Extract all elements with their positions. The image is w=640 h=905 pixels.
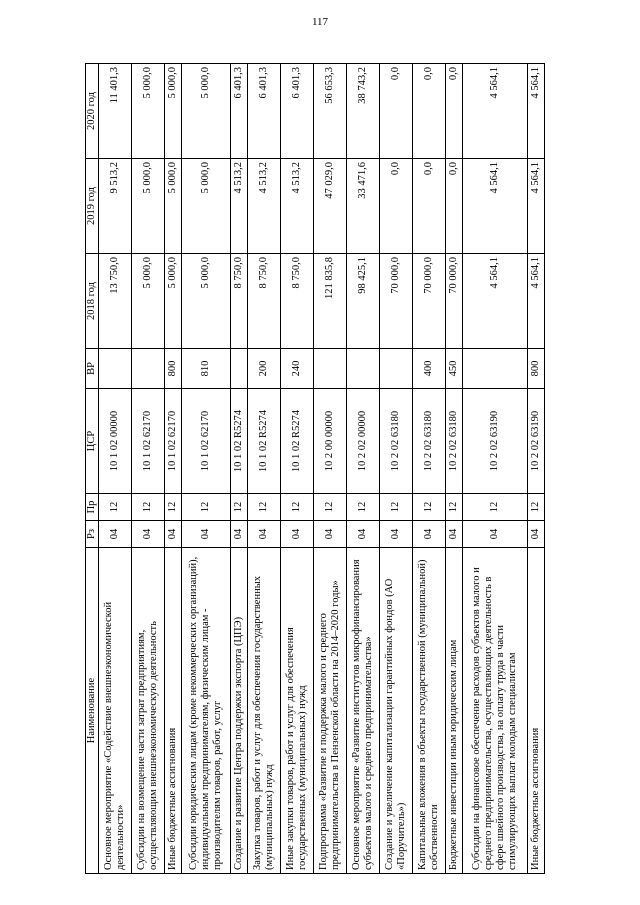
cell-name: Иные бюджетные ассигнования [164,548,181,874]
cell-rz: 04 [527,521,544,548]
cell-y2018: 8 750,0 [280,254,313,349]
cell-vr [131,349,164,389]
cell-y2020: 56 653,3 [313,64,346,159]
cell-rz: 04 [412,521,445,548]
cell-pr: 12 [445,494,462,521]
cell-pr: 12 [346,494,379,521]
cell-y2018: 70 000,0 [445,254,462,349]
cell-y2019: 47 029,0 [313,159,346,254]
cell-vr: 800 [527,349,544,389]
cell-rz: 04 [164,521,181,548]
header-2020: 2020 год [86,64,99,159]
table-row [313,64,346,874]
budget-table [85,63,545,874]
cell-csr: 10 2 02 63190 [463,389,528,494]
table-row [164,64,181,874]
cell-y2020: 0,0 [412,64,445,159]
table-row [445,64,462,874]
cell-name: Создание и развитие Центра поддержки экспорта (ЦПЭ) [230,548,247,874]
cell-pr: 12 [379,494,412,521]
cell-name: Субсидии юридическим лицам (кроме некоммерческих организаций), индивидуальным предпринимателям, физическим лицам - производителям товаров, работ, услуг [181,548,230,874]
table-row [131,64,164,874]
header-name: Наименование [86,548,99,874]
page-number: 117 [311,16,329,28]
cell-vr [463,349,528,389]
cell-y2020: 11 401,3 [98,64,131,159]
cell-y2019: 4 564,1 [463,159,528,254]
cell-csr: 10 2 02 63190 [527,389,544,494]
cell-vr: 240 [280,349,313,389]
cell-rz: 04 [131,521,164,548]
cell-y2020: 6 401,3 [247,64,280,159]
cell-name: Иные закупки товаров, работ и услуг для обеспечения государственных (муниципальных) нужд [280,548,313,874]
cell-csr: 10 2 02 00000 [346,389,379,494]
cell-name: Субсидии на финансовое обеспечение расходов субъектов малого и среднего предпринимательства, осуществляющих деятельность в сфере швейного производства, на оплату труда в части стимулирующих выплат молодым специалистам [463,548,528,874]
table-row [379,64,412,874]
cell-pr: 12 [412,494,445,521]
cell-csr: 10 2 02 63180 [379,389,412,494]
cell-y2018: 4 564,1 [463,254,528,349]
cell-name: Капитальные вложения в объекты государственной (муниципальной) собственности [412,548,445,874]
cell-csr: 10 1 02 R5274 [247,389,280,494]
table-row [527,64,544,874]
cell-pr: 12 [463,494,528,521]
cell-vr [98,349,131,389]
cell-y2020: 0,0 [445,64,462,159]
cell-rz: 04 [98,521,131,548]
cell-name: Бюджетные инвестиции иным юридическим лицам [445,548,462,874]
cell-csr: 10 1 02 R5274 [230,389,247,494]
cell-y2019: 4 513,2 [280,159,313,254]
header-2019: 2019 год [86,159,99,254]
header-pr: Пр [86,494,99,521]
cell-y2020: 6 401,3 [280,64,313,159]
table-header-row [86,64,99,874]
table-row [280,64,313,874]
header-rz: Рз [86,521,99,548]
cell-y2018: 8 750,0 [230,254,247,349]
cell-rz: 04 [463,521,528,548]
cell-name: Создание и увеличение капитализации гарантийных фондов (АО «Поручитель») [379,548,412,874]
cell-pr: 12 [313,494,346,521]
cell-rz: 04 [181,521,230,548]
cell-vr [346,349,379,389]
cell-pr: 12 [247,494,280,521]
cell-rz: 04 [313,521,346,548]
cell-y2020: 5 000,0 [164,64,181,159]
cell-rz: 04 [346,521,379,548]
cell-y2019: 5 000,0 [164,159,181,254]
cell-pr: 12 [181,494,230,521]
cell-y2020: 0,0 [379,64,412,159]
cell-csr: 10 1 02 00000 [98,389,131,494]
cell-y2019: 4 513,2 [230,159,247,254]
cell-y2018: 70 000,0 [412,254,445,349]
cell-vr [230,349,247,389]
cell-name: Иные бюджетные ассигнования [527,548,544,874]
cell-csr: 10 2 02 63180 [445,389,462,494]
cell-csr: 10 1 02 62170 [131,389,164,494]
cell-vr: 400 [412,349,445,389]
cell-y2018: 121 835,8 [313,254,346,349]
cell-y2018: 98 425,1 [346,254,379,349]
cell-rz: 04 [445,521,462,548]
table-row [230,64,247,874]
table-row [463,64,528,874]
cell-name: Основное мероприятие «Развитие институтов микрофинансирования субъектов малого и среднего предпринимательства» [346,548,379,874]
cell-pr: 12 [164,494,181,521]
cell-rz: 04 [379,521,412,548]
cell-y2019: 33 471,6 [346,159,379,254]
cell-y2020: 5 000,0 [131,64,164,159]
cell-name: Подпрограмма «Развитие и поддержка малого и среднего предпринимательства в Пензенской области на 2014–2020 годы» [313,548,346,874]
header-2018: 2018 год [86,254,99,349]
cell-y2020: 38 743,2 [346,64,379,159]
cell-csr: 10 1 02 62170 [181,389,230,494]
cell-vr: 450 [445,349,462,389]
cell-y2018: 5 000,0 [164,254,181,349]
cell-csr: 10 2 00 00000 [313,389,346,494]
header-vr: ВР [86,349,99,389]
cell-pr: 12 [527,494,544,521]
header-csr: ЦСР [86,389,99,494]
cell-name: Основное мероприятие «Содействие внешнеэкономической деятельности» [98,548,131,874]
cell-rz: 04 [230,521,247,548]
cell-y2020: 6 401,3 [230,64,247,159]
table-row [181,64,230,874]
cell-y2018: 70 000,0 [379,254,412,349]
cell-name: Закупка товаров, работ и услуг для обеспечения государственных (муниципальных) нужд [247,548,280,874]
cell-vr: 800 [164,349,181,389]
cell-pr: 12 [131,494,164,521]
cell-rz: 04 [280,521,313,548]
cell-y2018: 13 750,0 [98,254,131,349]
table-row [412,64,445,874]
cell-y2019: 4 513,2 [247,159,280,254]
cell-y2019: 9 513,2 [98,159,131,254]
cell-y2019: 0,0 [445,159,462,254]
cell-y2018: 5 000,0 [131,254,164,349]
cell-y2019: 4 564,1 [527,159,544,254]
cell-y2019: 0,0 [379,159,412,254]
cell-csr: 10 2 02 63180 [412,389,445,494]
table-row [98,64,131,874]
table-row [346,64,379,874]
cell-y2020: 4 564,1 [527,64,544,159]
budget-table-rotated [85,64,545,874]
cell-pr: 12 [230,494,247,521]
cell-vr [379,349,412,389]
cell-y2019: 0,0 [412,159,445,254]
cell-csr: 10 1 02 62170 [164,389,181,494]
cell-pr: 12 [98,494,131,521]
cell-vr: 200 [247,349,280,389]
cell-rz: 04 [247,521,280,548]
cell-y2020: 5 000,0 [181,64,230,159]
cell-y2018: 8 750,0 [247,254,280,349]
cell-y2018: 5 000,0 [181,254,230,349]
cell-vr [313,349,346,389]
cell-csr: 10 1 02 R5274 [280,389,313,494]
cell-y2019: 5 000,0 [181,159,230,254]
cell-y2018: 4 564,1 [527,254,544,349]
cell-pr: 12 [280,494,313,521]
cell-y2020: 4 564,1 [463,64,528,159]
cell-y2019: 5 000,0 [131,159,164,254]
cell-vr: 810 [181,349,230,389]
table-row [247,64,280,874]
cell-name: Субсидии на возмещение части затрат предприятиям, осуществляющим внешнеэкономическую деятельность [131,548,164,874]
